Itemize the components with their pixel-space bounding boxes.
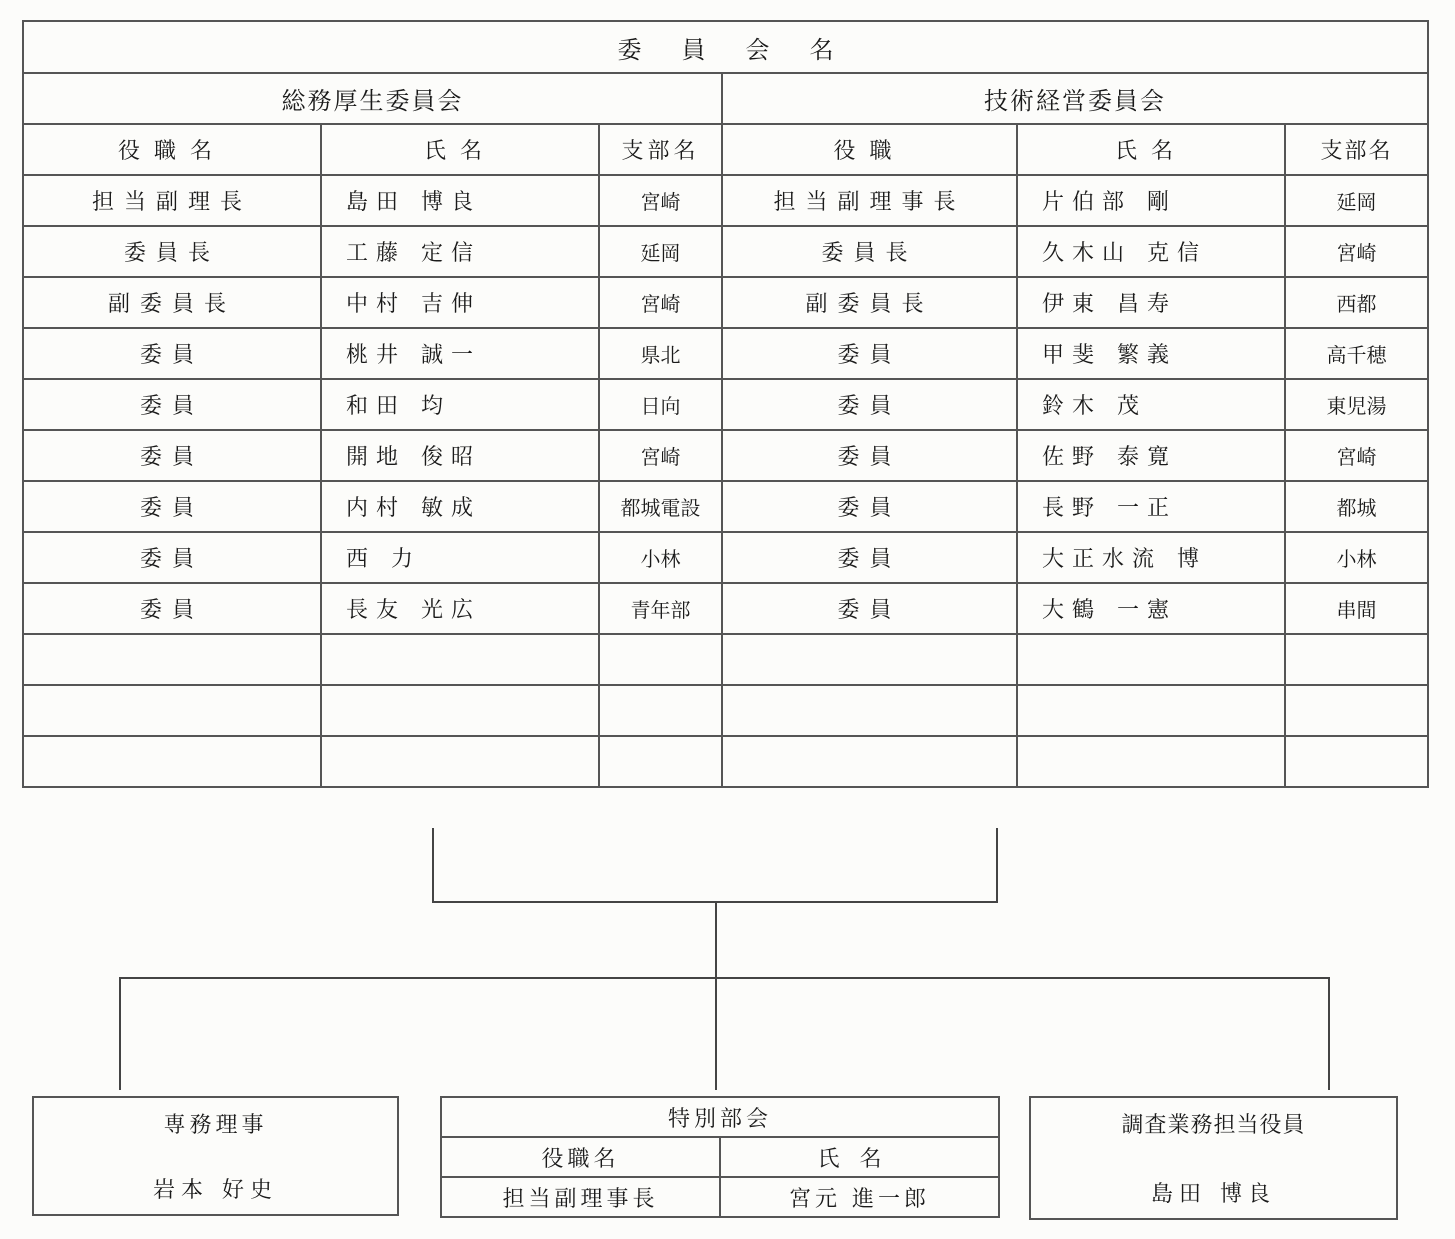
cell-role: 委員長 [23,226,321,277]
special-col-header-name: 氏名 [720,1137,999,1177]
cell-name: 伊東 昌寿 [1017,277,1285,328]
executive-director-box [32,1096,399,1216]
cell-role: 担当副理事長 [722,175,1017,226]
cell-name: 久木山 克信 [1017,226,1285,277]
special-col-header-role: 役職名 [441,1137,720,1177]
cell-branch: 小林 [599,532,722,583]
cell-branch: 東児湯 [1285,379,1428,430]
cell-branch: 青年部 [599,583,722,634]
cell-role: 副委員長 [722,277,1017,328]
cell-name: 甲斐 繁義 [1017,328,1285,379]
cell-branch: 宮崎 [1285,226,1428,277]
cell-role: 委員 [23,430,321,481]
cell-role: 副委員長 [23,277,321,328]
cell-branch: 串間 [1285,583,1428,634]
survey-officer-box [1029,1096,1398,1220]
cell-branch: 西都 [1285,277,1428,328]
cell-name: 桃井 誠一 [321,328,599,379]
cell-branch: 県北 [599,328,722,379]
cell-branch: 宮崎 [599,175,722,226]
cell-role: 委員 [23,583,321,634]
col-header-branch: 支部名 [1285,124,1428,175]
cell-role: 委員 [722,328,1017,379]
col-header-branch: 支部名 [599,124,722,175]
col-header-name: 氏名 [321,124,599,175]
cell-branch: 高千穂 [1285,328,1428,379]
cell-role: 委員 [722,481,1017,532]
cell-role: 委員長 [722,226,1017,277]
special-committee-title: 特別部会 [441,1097,999,1137]
cell-name: 和田 均 [321,379,599,430]
committee-name-soumu: 総務厚生委員会 [23,73,722,124]
cell-name: 中村 吉伸 [321,277,599,328]
committee-name-gijutsu: 技術経営委員会 [722,73,1428,124]
cell-role: 担当副理長 [23,175,321,226]
cell-branch: 宮崎 [599,430,722,481]
col-header-name: 氏名 [1017,124,1285,175]
cell-branch: 小林 [1285,532,1428,583]
executive-director-title: 専務理事 [163,1113,268,1138]
survey-officer-title: 調査業務担当役員 [1121,1113,1306,1138]
cell-role: 委員 [722,532,1017,583]
table-title: 委員会名 [23,21,1428,73]
cell-branch: 延岡 [1285,175,1428,226]
cell-name: 長友 光広 [321,583,599,634]
cell-role: 委員 [722,583,1017,634]
col-header-role: 役職名 [23,124,321,175]
cell-name: 鈴木 茂 [1017,379,1285,430]
special-member-role: 担当副理事長 [441,1177,720,1217]
cell-name: 佐野 泰寛 [1017,430,1285,481]
cell-name: 大正水流 博 [1017,532,1285,583]
cell-name: 工藤 定信 [321,226,599,277]
cell-branch: 延岡 [599,226,722,277]
cell-branch: 都城 [1285,481,1428,532]
cell-role: 委員 [23,532,321,583]
cell-role: 委員 [23,481,321,532]
executive-director-name: 岩本 好史 [153,1178,278,1203]
survey-officer-name: 島田 博良 [1151,1182,1276,1207]
cell-name: 西 力 [321,532,599,583]
cell-name: 片伯部 剛 [1017,175,1285,226]
cell-name: 大鶴 一憲 [1017,583,1285,634]
special-committee-table [440,1096,1000,1218]
cell-name: 島田 博良 [321,175,599,226]
cell-role: 委員 [722,430,1017,481]
cell-name: 開地 俊昭 [321,430,599,481]
special-member-name: 宮元 進一郎 [720,1177,999,1217]
cell-role: 委員 [23,328,321,379]
cell-role: 委員 [23,379,321,430]
cell-branch: 宮崎 [1285,430,1428,481]
cell-role: 委員 [722,379,1017,430]
cell-branch: 都城電設 [599,481,722,532]
cell-name: 内村 敏成 [321,481,599,532]
cell-branch: 宮崎 [599,277,722,328]
col-header-role: 役職 [722,124,1017,175]
cell-branch: 日向 [599,379,722,430]
cell-name: 長野 一正 [1017,481,1285,532]
